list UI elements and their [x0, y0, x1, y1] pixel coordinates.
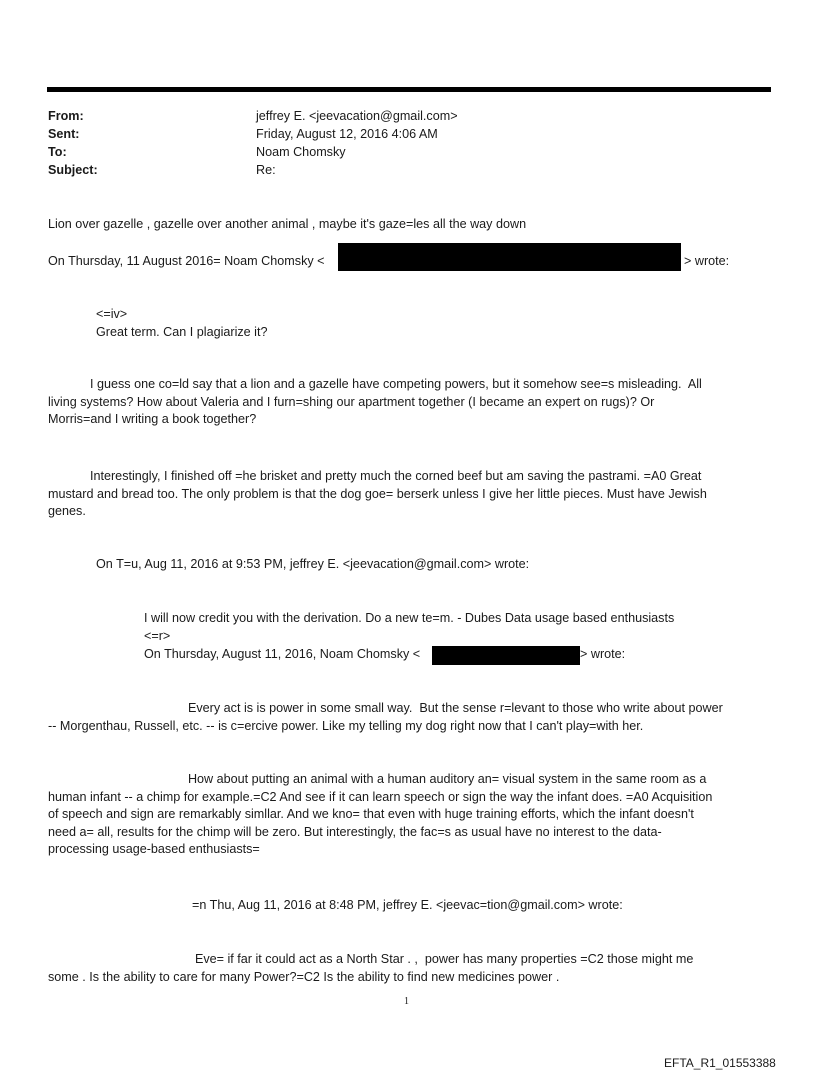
to-label: To:: [48, 145, 67, 159]
text-line: Interestingly, I finished off =he brisket and pretty much the corned beef but am saving the pastrami. =A0 Great: [48, 469, 702, 483]
div-tag: <=iv>: [96, 307, 128, 321]
text-line: of speech and sign are remarkably simllar. And we kno= that even with huge training efforts, which the infant doesn't: [48, 807, 694, 821]
text-line: Morris=and I writing a book together?: [48, 412, 257, 426]
subject-label: Subject:: [48, 163, 98, 177]
quote-header-3-suffix: > wrote:: [580, 647, 626, 661]
text-line: processing usage-based enthusiasts=: [48, 842, 260, 856]
from-value: jeffrey E. <jeevacation@gmail.com>: [256, 109, 458, 123]
paragraph-1: [48, 376, 702, 429]
credit-line: I will now credit you with the derivation. Do a new te=m. - Dubes Data usage based enthusiasts: [144, 611, 675, 625]
r-tag: <=r>: [144, 629, 171, 643]
great-term-line: Great term. Can I plagiarize it?: [96, 325, 268, 339]
subject-value: Re:: [256, 163, 276, 177]
paragraph-2: [48, 468, 707, 521]
from-label: From:: [48, 109, 84, 123]
sent-value: Friday, August 12, 2016 4:06 AM: [256, 127, 438, 141]
text-line: mustard and bread too. The only problem is that the dog goe= berserk unless I give her little pieces. Must have Jewish: [48, 486, 707, 501]
quote-header-1-prefix: On Thursday, 11 August 2016= Noam Chomsky <: [48, 254, 325, 268]
text-line: human infant -- a chimp for example.=C2 And see if it can learn speech or sign the way the infant does. =A0 Acquisition: [48, 789, 713, 804]
quote-header-4: =n Thu, Aug 11, 2016 at 8:48 PM, jeffrey E. <jeevac=tion@gmail.com> wrote:: [192, 898, 623, 912]
quote-header-1-suffix: > wrote:: [684, 254, 730, 268]
quote-header-3-prefix: On Thursday, August 11, 2016, Noam Chomsky <: [144, 647, 421, 661]
bates-number: EFTA_R1_01553388: [664, 1056, 776, 1070]
text-line: some . Is the ability to care for many Power?=C2 Is the ability to find new medicines power .: [48, 969, 560, 984]
redaction-bar: [432, 646, 580, 665]
text-line: I guess one co=ld say that a lion and a gazelle have competing powers, but it somehow see=s misleading. All: [48, 377, 702, 391]
redaction-bar: [338, 243, 681, 271]
page-number: 1: [404, 996, 409, 1007]
quote-header-2: On T=u, Aug 11, 2016 at 9:53 PM, jeffrey E. <jeevacation@gmail.com> wrote:: [96, 557, 530, 571]
to-value: Noam Chomsky: [256, 145, 346, 159]
paragraph-3: [48, 700, 723, 735]
reply-line: Lion over gazelle , gazelle over another animal , maybe it's gaze=les all the way down: [48, 217, 527, 231]
text-line: -- Morgenthau, Russell, etc. -- is c=ercive power. Like my telling my dog right now that I can't play=with her.: [48, 718, 644, 733]
text-line: Every act is is power in some small way. But the sense r=levant to those who write about power: [48, 701, 723, 715]
text-line: genes.: [48, 504, 86, 518]
text-line: How about putting an animal with a human auditory an= visual system in the same room as a: [48, 772, 707, 786]
paragraph-4: [48, 771, 712, 859]
header-rule: [47, 87, 771, 92]
text-line: need a= all, results for the chimp will be zero. But interestingly, the fac=s as usual have no interest to the data-: [48, 824, 662, 839]
text-line: living systems? How about Valeria and I furn=shing our apartment together (I became an expert on rugs)? Or: [48, 394, 655, 409]
paragraph-5: [48, 951, 693, 986]
text-line: Eve= if far it could act as a North Star . , power has many properties =C2 those might me: [48, 952, 694, 966]
sent-label: Sent:: [48, 127, 80, 141]
